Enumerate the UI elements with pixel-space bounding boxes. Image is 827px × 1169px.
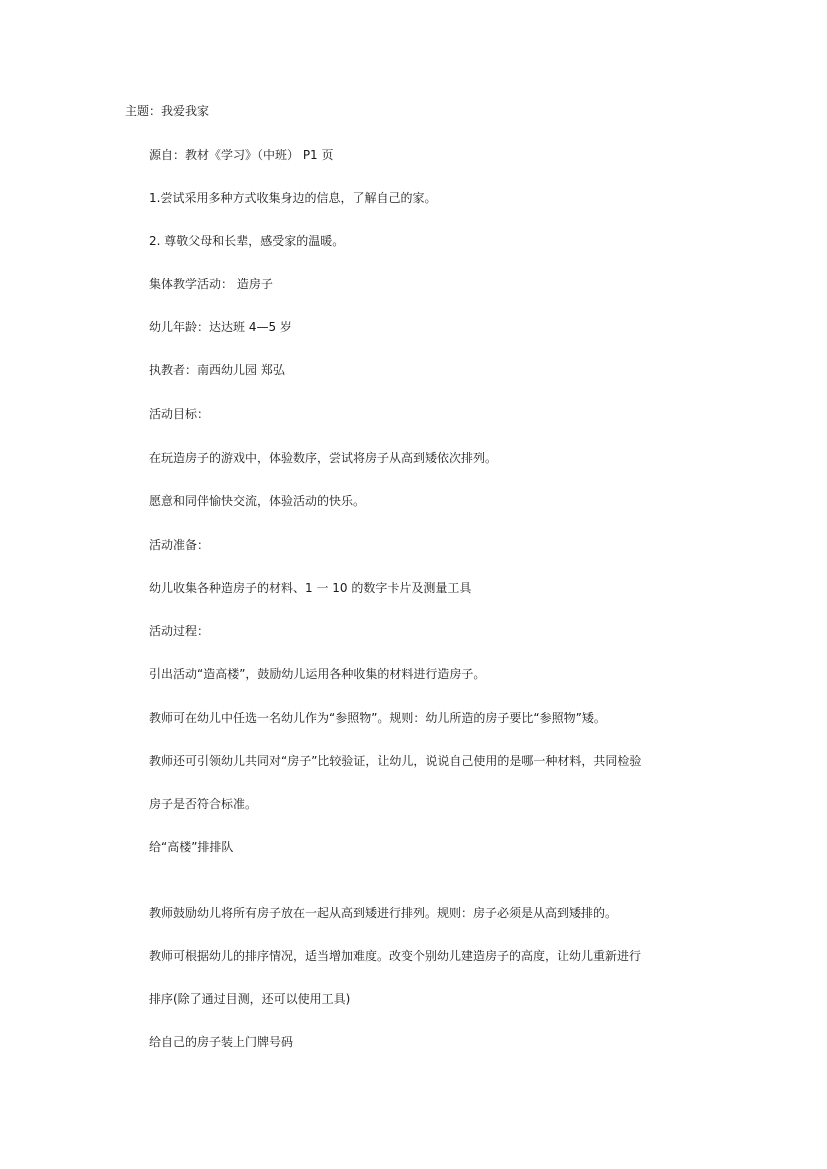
document-title: 主题：我爱我家 xyxy=(125,104,210,118)
process-item-3: 教师还可引领幼儿共同对“房子”比较验证，让幼儿，说说自己使用的是哪一种材料，共同检验 xyxy=(149,754,642,768)
preparation-item: 幼儿收集各种造房子的材料、1 一 10 的数字卡片及测量工具 xyxy=(149,581,472,595)
process-item-5-continued: 排序(除了通过目测，还可以使用工具) xyxy=(149,992,351,1006)
goal-item-2: 2. 尊敬父母和长辈，感受家的温暖。 xyxy=(149,234,345,248)
process-heading: 活动过程： xyxy=(149,624,210,638)
process-item-1: 引出活动“造高楼”，鼓励幼儿运用各种收集的材料进行造房子。 xyxy=(149,667,486,681)
objective-item-1: 在玩造房子的游戏中，体验数序，尝试将房子从高到矮依次排列。 xyxy=(149,451,498,465)
activity-line: 集体教学活动： 造房子 xyxy=(149,277,273,291)
goal-item-1: 1.尝试采用多种方式收集身边的信息，了解自己的家。 xyxy=(149,191,437,205)
objective-item-2: 愿意和同伴愉快交流，体验活动的快乐。 xyxy=(149,494,366,508)
source-line: 源自：教材《学习》（中班） P1 页 xyxy=(149,148,334,162)
process-item-2: 教师可在幼儿中任选一名幼儿作为“参照物”。规则：幼儿所造的房子要比“参照物”矮。 xyxy=(149,711,606,725)
objectives-heading: 活动目标： xyxy=(149,407,210,421)
process-item-4: 教师鼓励幼儿将所有房子放在一起从高到矮进行排列。规则：房子必须是从高到矮排的。 xyxy=(149,906,618,920)
process-item-3-continued: 房子是否符合标准。 xyxy=(149,797,258,811)
age-line: 幼儿年龄：达达班 4—5 岁 xyxy=(149,320,292,334)
process-item-5: 教师可根据幼儿的排序情况，适当增加难度。改变个别幼儿建造房子的高度，让幼儿重新进行 xyxy=(149,949,642,963)
teacher-line: 执教者：南西幼儿园 郑弘 xyxy=(149,363,285,377)
preparation-heading: 活动准备： xyxy=(149,538,210,552)
section-heading-door-number: 给自己的房子装上门牌号码 xyxy=(149,1035,294,1049)
section-heading-queue: 给“高楼”排排队 xyxy=(149,840,234,854)
